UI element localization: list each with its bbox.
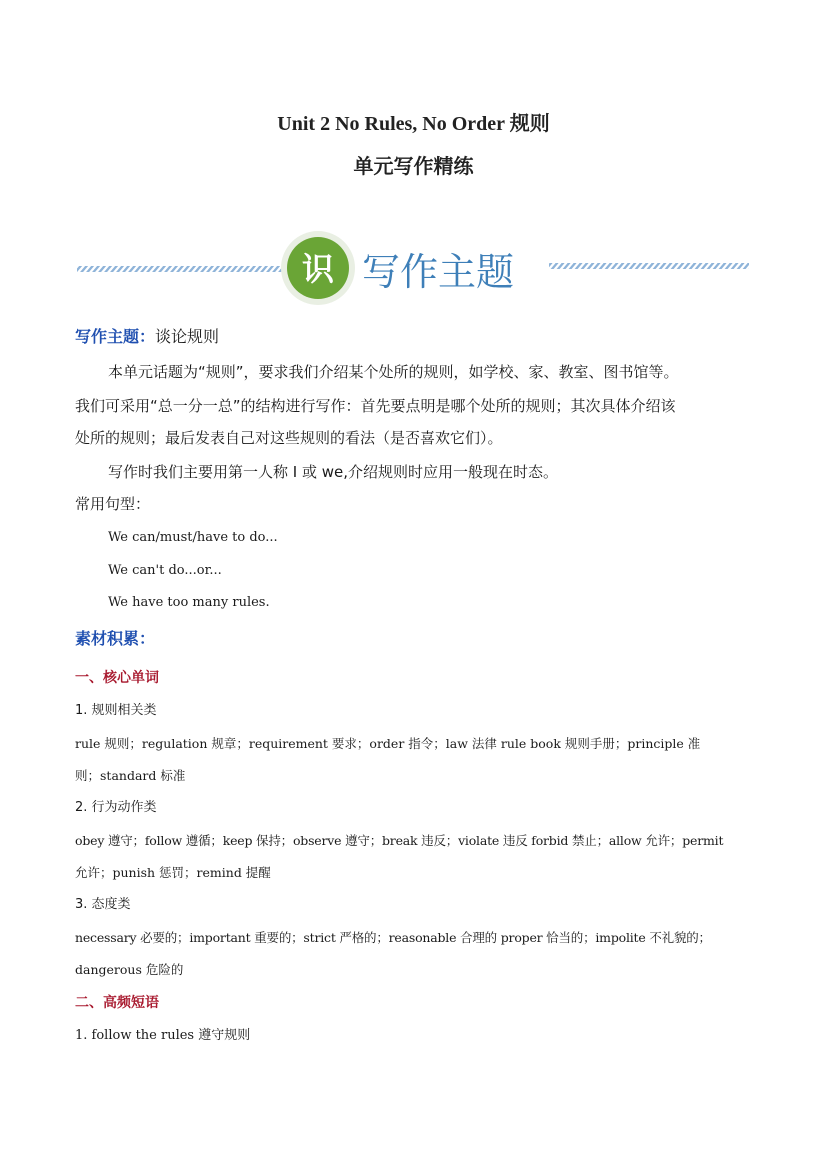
intro-line-3: 处所的规则；最后发表自己对这些规则的看法（是否喜欢它们）。 <box>75 429 503 447</box>
core-words-heading: 一、核心单词 <box>75 670 159 686</box>
badge-char: 识 <box>301 250 335 288</box>
sentence-pattern: We can/must/have to do... <box>108 530 278 545</box>
page-subtitle: 单元写作精练 <box>353 154 474 178</box>
category-words: 则；standard 标准 <box>75 768 186 783</box>
intro-line-1: 本单元话题为“规则”，要求我们介绍某个处所的规则，如学校、家、教室、图书馆等。 <box>108 363 679 381</box>
category-words: obey 遵守；follow 遵循；keep 保持；observe 遵守；break 违反；violate 违反 forbid 禁止；allow 允许；permit <box>75 833 724 848</box>
intro-line-4: 写作时我们主要用第一人称 I 或 we,介绍规则时应用一般现在时态。 <box>108 463 558 481</box>
banner-left-stripe <box>77 266 282 272</box>
category-words: 允许；punish 惩罚；remind 提醒 <box>75 865 271 880</box>
category-words: necessary 必要的；important 重要的；strict 严格的；reasonable 合理的 proper 恰当的；impolite 不礼貌的； <box>75 930 711 945</box>
category-words: rule 规则；regulation 规章；requirement 要求；order 指令；law 法律 rule book 规则手册；principle 准 <box>75 736 701 751</box>
theme-row <box>75 327 219 347</box>
theme-value: 谈论规则 <box>155 327 220 346</box>
intro-line-2: 我们可采用“总一分一总”的结构进行写作：首先要点明是哪个处所的规则；其次具体介绍该 <box>75 397 676 415</box>
page-title: Unit 2 No Rules, No Order 规则 <box>277 113 550 135</box>
category-title: 3. 态度类 <box>75 897 131 912</box>
theme-label: 写作主题： <box>75 327 156 346</box>
banner-right-stripe <box>549 263 749 269</box>
sentence-pattern: We can't do...or... <box>108 563 222 578</box>
category-title: 1. 规则相关类 <box>75 703 157 718</box>
materials-heading: 素材积累： <box>75 629 156 648</box>
section-banner <box>75 228 751 308</box>
banner-label: 写作主题 <box>362 250 515 294</box>
phrases-heading: 二、高频短语 <box>75 995 159 1011</box>
sentences-label: 常用句型： <box>75 495 151 513</box>
phrase-item: 1. follow the rules 遵守规则 <box>75 1028 251 1043</box>
category-title: 2. 行为动作类 <box>75 800 157 815</box>
category-words: dangerous 危险的 <box>75 962 184 977</box>
sentence-pattern: We have too many rules. <box>108 595 270 610</box>
banner-graphic <box>75 228 751 308</box>
